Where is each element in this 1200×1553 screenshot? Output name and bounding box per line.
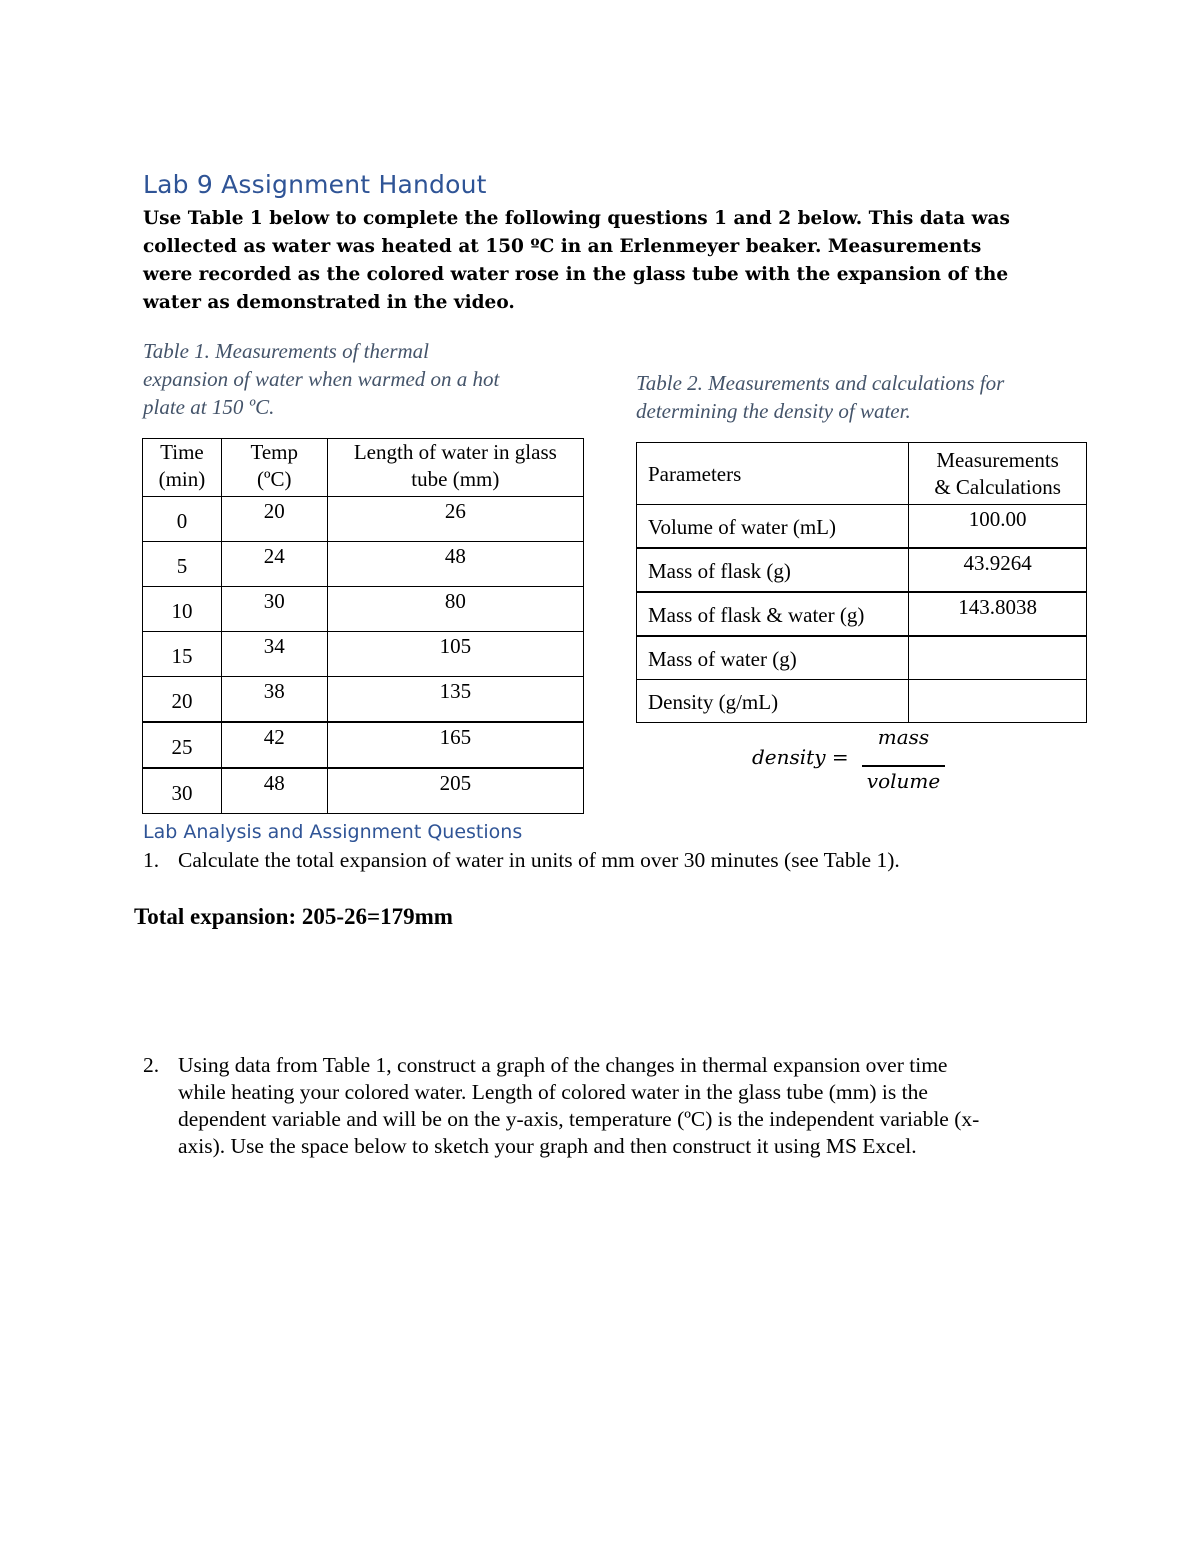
density-formula: [752, 725, 952, 797]
cell-parameter: Density (g/mL): [637, 680, 909, 723]
cell-length: 165: [327, 722, 583, 768]
table-row: [143, 632, 584, 677]
cell-length: 48: [327, 542, 583, 587]
header-parameters: Parameters: [637, 443, 909, 505]
cell-time: 15: [143, 632, 222, 677]
header-temp: Temp (ºC): [221, 439, 327, 497]
table-row: [637, 505, 1087, 549]
section-heading: Lab Analysis and Assignment Questions: [143, 821, 523, 843]
caption-line: expansion of water when warmed on a hot: [143, 367, 500, 391]
cell-length: 26: [327, 497, 583, 542]
table-row: [637, 592, 1087, 636]
cell-time: 30: [143, 768, 222, 814]
formula-lhs: density =: [752, 745, 849, 769]
question-line: dependent variable and will be on the y-axis, temperature (ºC) is the independent variable (x-: [178, 1107, 980, 1131]
intro-line: Use Table 1 below to complete the following questions 1 and 2 below. This data was: [143, 208, 1010, 229]
cell-length: 205: [327, 768, 583, 814]
question-number: 1.: [143, 848, 160, 872]
cell-time: 25: [143, 722, 222, 768]
cell-value: 143.8038: [909, 592, 1087, 636]
table-header-row: [637, 443, 1087, 505]
cell-temp: 48: [221, 768, 327, 814]
answer-1: Total expansion: 205-26=179mm: [134, 904, 453, 929]
table-row: [143, 542, 584, 587]
cell-length: 135: [327, 677, 583, 723]
cell-temp: 24: [221, 542, 327, 587]
cell-length: 105: [327, 632, 583, 677]
question-1: [143, 848, 900, 873]
cell-parameter: Mass of flask (g): [637, 548, 909, 592]
cell-parameter: Mass of water (g): [637, 636, 909, 680]
table-row: [637, 680, 1087, 723]
question-line: while heating your colored water. Length of colored water in the glass tube (mm) is the: [178, 1080, 928, 1104]
formula-denominator: volume: [866, 769, 941, 793]
caption-line: determining the density of water.: [636, 399, 911, 423]
question-text: [178, 1052, 979, 1160]
table-header-row: [143, 439, 584, 497]
table1-caption: [143, 337, 499, 421]
cell-temp: 38: [221, 677, 327, 723]
cell-value: 100.00: [909, 505, 1087, 549]
cell-time: 10: [143, 587, 222, 632]
caption-line: plate at 150 ºC.: [143, 395, 275, 419]
header-length: Length of water in glass tube (mm): [327, 439, 583, 497]
intro-line: were recorded as the colored water rose in the glass tube with the expansion of the: [143, 264, 1009, 285]
cell-temp: 30: [221, 587, 327, 632]
formula-numerator: mass: [877, 725, 930, 749]
cell-length: 80: [327, 587, 583, 632]
table-row: [637, 548, 1087, 592]
table-row: [143, 722, 584, 768]
table-row: [143, 677, 584, 723]
question-line: Using data from Table 1, construct a graph of the changes in thermal expansion over time: [178, 1053, 948, 1077]
cell-time: 5: [143, 542, 222, 587]
table2-caption: [636, 369, 1004, 425]
question-text: Calculate the total expansion of water in units of mm over 30 minutes (see Table 1).: [178, 848, 900, 872]
cell-temp: 42: [221, 722, 327, 768]
fraction-bar: [862, 765, 945, 767]
cell-value: [909, 636, 1087, 680]
table1-thermal-expansion: [142, 438, 584, 814]
header-time: Time (min): [143, 439, 222, 497]
cell-value: [909, 680, 1087, 723]
table-row: [143, 587, 584, 632]
intro-line: collected as water was heated at 150 ºC in an Erlenmeyer beaker. Measurements: [143, 236, 982, 257]
intro-paragraph: [143, 205, 1023, 317]
cell-temp: 34: [221, 632, 327, 677]
page-title: Lab 9 Assignment Handout: [143, 170, 487, 199]
table2-density: [636, 442, 1087, 723]
table-row: [143, 768, 584, 814]
cell-parameter: Volume of water (mL): [637, 505, 909, 549]
cell-temp: 20: [221, 497, 327, 542]
table-row: [143, 497, 584, 542]
table-row: [637, 636, 1087, 680]
intro-line: water as demonstrated in the video.: [143, 292, 515, 313]
cell-time: 0: [143, 497, 222, 542]
cell-time: 20: [143, 677, 222, 723]
caption-line: Table 2. Measurements and calculations for: [636, 371, 1005, 395]
cell-value: 43.9264: [909, 548, 1087, 592]
header-measurements: Measurements & Calculations: [909, 443, 1087, 505]
question-line: axis). Use the space below to sketch your graph and then construct it using MS Excel.: [178, 1134, 917, 1158]
cell-parameter: Mass of flask & water (g): [637, 592, 909, 636]
question-number: 2.: [143, 1053, 160, 1077]
caption-line: Table 1. Measurements of thermal: [143, 339, 430, 363]
